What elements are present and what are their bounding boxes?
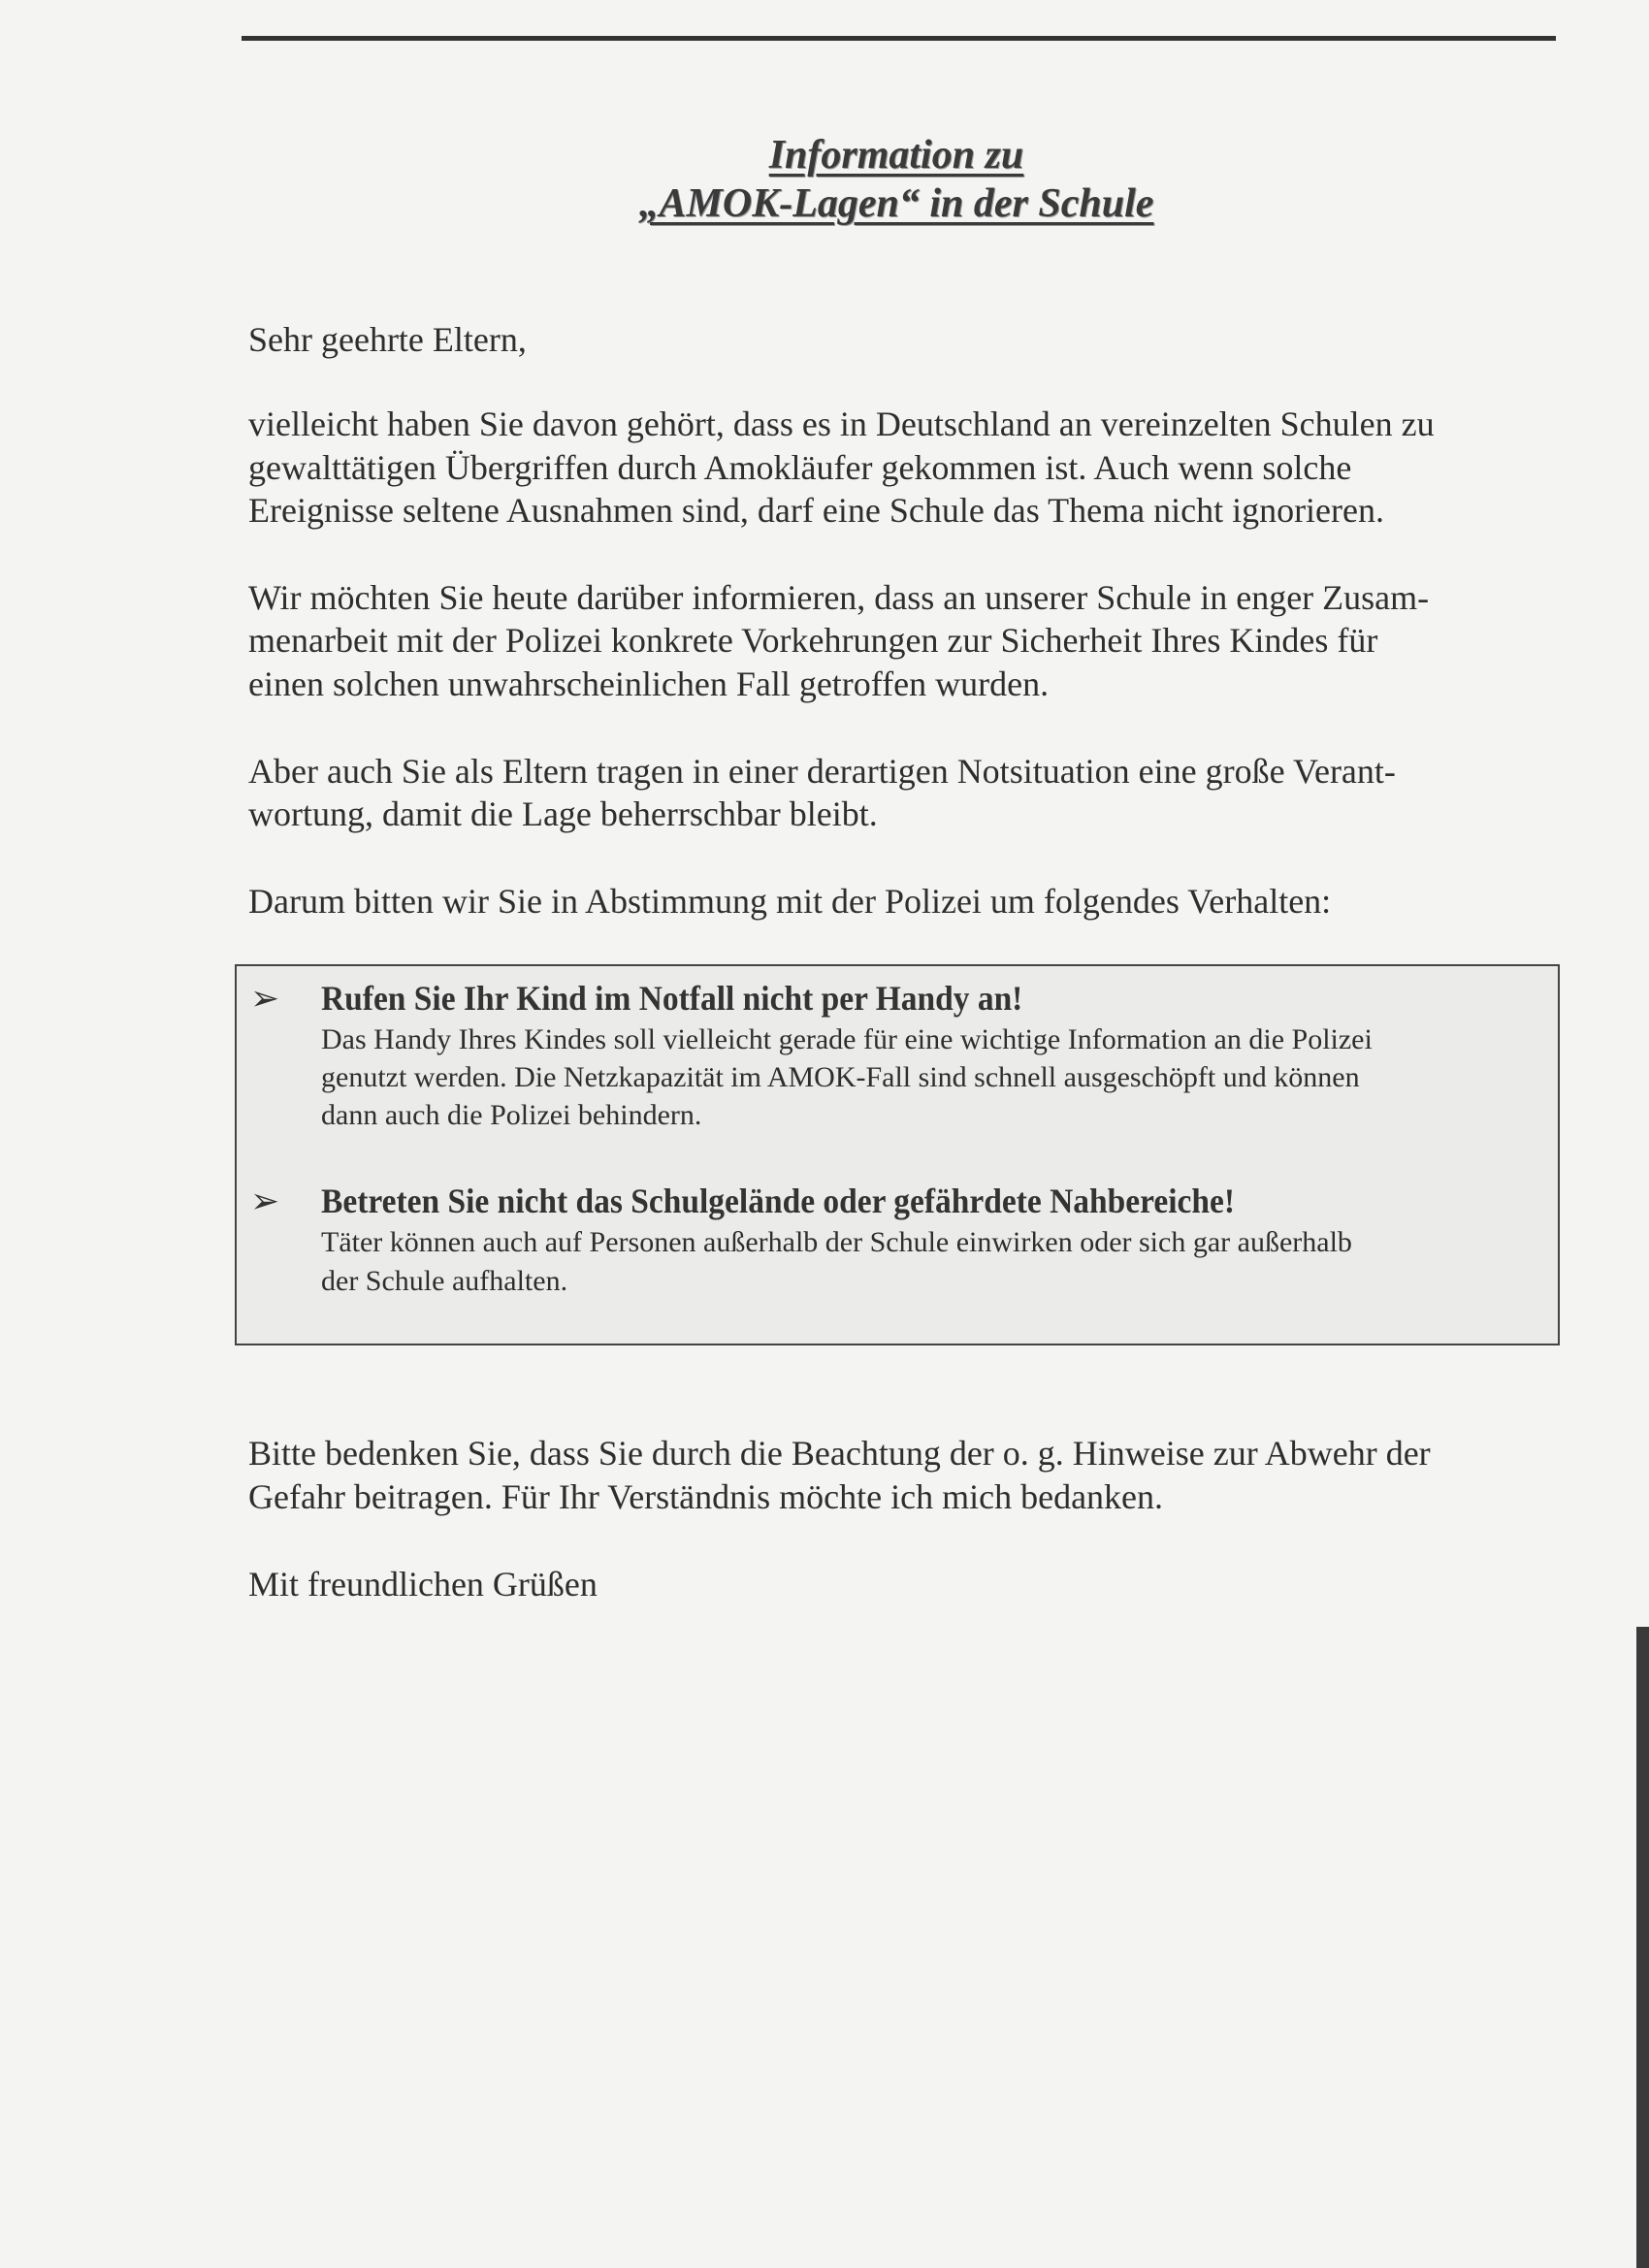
- text-line: Das Handy Ihres Kindes soll vielleicht gerade für eine wichtige Information an die Polizei: [321, 1023, 1373, 1055]
- instruction-heading: Rufen Sie Ihr Kind im Notfall nicht per Handy an!: [321, 979, 1023, 1018]
- text-line: genutzt werden. Die Netzkapazität im AMOK-Fall sind schnell ausgeschöpft und können: [321, 1061, 1360, 1093]
- text-line: Darum bitten wir Sie in Abstimmung mit der Polizei um folgendes Verhalten:: [248, 882, 1332, 921]
- text-line: Bitte bedenken Sie, dass Sie durch die Beachtung der o. g. Hinweise zur Abwehr der: [248, 1434, 1431, 1473]
- text-line: dann auch die Polizei behindern.: [321, 1099, 702, 1131]
- text-line: Ereignisse seltene Ausnahmen sind, darf eine Schule das Thema nicht ignorieren.: [248, 491, 1385, 530]
- header-rule: [242, 36, 1556, 41]
- text-line: der Schule aufhalten.: [321, 1265, 568, 1297]
- text-line: einen solchen unwahrscheinlichen Fall getroffen wurden.: [248, 664, 1050, 703]
- text-line: Täter können auch auf Personen außerhalb der Schule einwirken oder sich gar außerhalb: [321, 1226, 1352, 1258]
- text-line: vielleicht haben Sie davon gehört, dass es in Deutschland an vereinzelten Schulen zu: [248, 405, 1435, 443]
- text-line: Gefahr beitragen. Für Ihr Verständnis möchte ich mich bedanken.: [248, 1477, 1164, 1516]
- scan-edge-shadow: [1636, 1627, 1649, 2268]
- text-line: wortung, damit die Lage beherrschbar bleibt.: [248, 794, 878, 833]
- title-line-2: „AMOK-Lagen“ in der Schule: [638, 181, 1154, 226]
- text-line: gewalttätigen Übergriffen durch Amokläufer gekommen ist. Auch wenn solche: [248, 448, 1352, 487]
- signoff: Mit freundlichen Grüßen: [248, 1565, 598, 1604]
- instruction-heading: Betreten Sie nicht das Schulgelände oder gefährdete Nahbereiche!: [321, 1182, 1236, 1220]
- text-line: menarbeit mit der Polizei konkrete Vorkehrungen zur Sicherheit Ihres Kindes für: [248, 621, 1378, 660]
- arrowhead-bullet-icon: ➢: [250, 979, 280, 1018]
- text-line: Wir möchten Sie heute darüber informieren, dass an unserer Schule in enger Zusam-: [248, 578, 1430, 617]
- arrowhead-bullet-icon: ➢: [250, 1182, 280, 1220]
- title-line-1: Information zu: [768, 133, 1024, 178]
- text-line: Aber auch Sie als Eltern tragen in einer derartigen Notsituation eine große Verant-: [248, 752, 1396, 791]
- salutation: Sehr geehrte Eltern,: [248, 320, 527, 359]
